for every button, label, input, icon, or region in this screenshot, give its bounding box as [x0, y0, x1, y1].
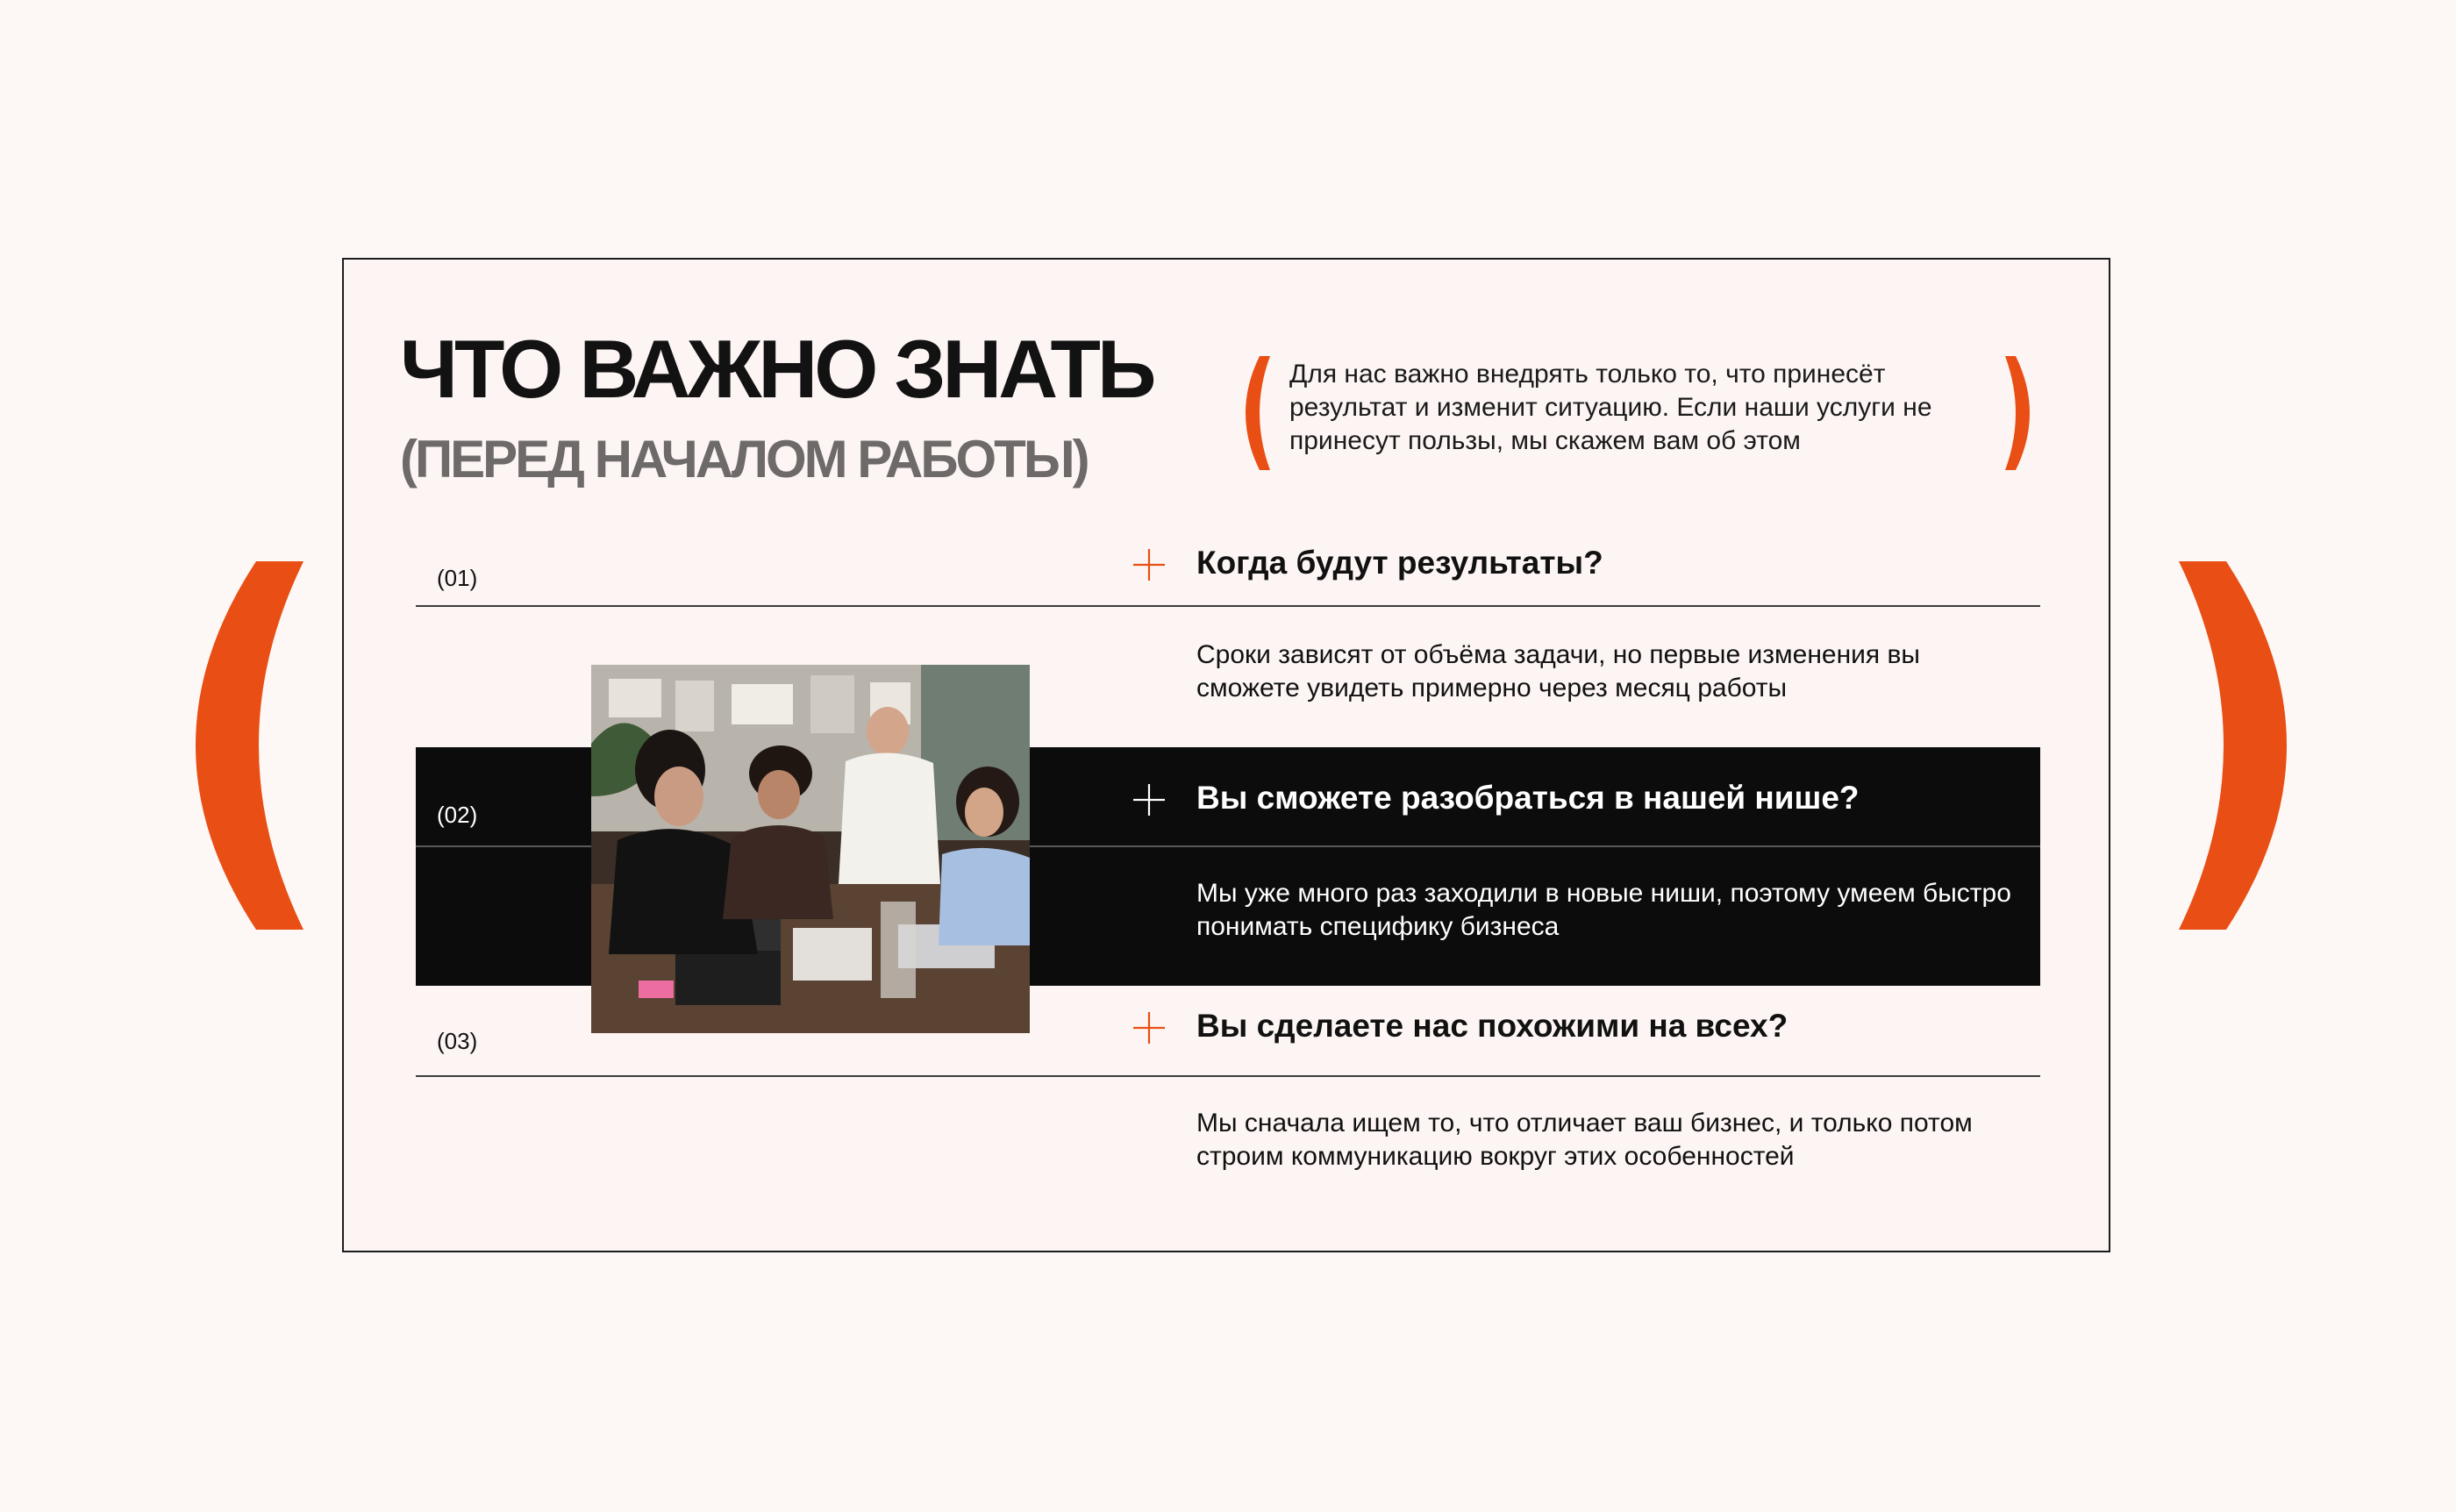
divider [416, 1075, 2040, 1077]
faq-number: (02) [437, 802, 478, 828]
plus-icon[interactable] [1132, 782, 1167, 817]
faq-number: (01) [437, 565, 478, 591]
divider [416, 605, 2040, 607]
faq-question[interactable]: Вы сделаете нас похожими на всех? [1196, 1008, 1788, 1044]
faq-answer: Сроки зависят от объёма задачи, но первые изменения вы сможете увидеть примерно через месяц работы [1196, 640, 1920, 703]
intro-right-parenthesis [2002, 356, 2037, 470]
plus-icon[interactable] [1132, 1010, 1167, 1045]
faq-number: (03) [437, 1028, 478, 1054]
page-title: ЧТО ВАЖНО ЗНАТЬ [400, 323, 1153, 415]
page-subtitle: (ПЕРЕД НАЧАЛОМ РАБОТЫ) [400, 430, 1088, 489]
plus-icon[interactable] [1132, 547, 1167, 582]
intro-text: Для нас важно внедрять только то, что принесёт результат и изменит ситуацию. Если наши услуги не принесут пользы, мы скажем вам об этом [1289, 360, 1932, 455]
intro-block [1239, 356, 2045, 479]
intro-left-parenthesis [1239, 356, 1274, 470]
faq-card [342, 258, 2110, 1252]
faq-question[interactable]: Вы сможете разобраться в нашей нише? [1196, 780, 1860, 816]
right-parenthesis-decoration [2167, 561, 2316, 930]
faq-question[interactable]: Когда будут результаты? [1196, 545, 1603, 581]
faq-answer: Мы сначала ищем то, что отличает ваш бизнес, и только потом строим коммуникацию вокруг этих особенностей [1196, 1109, 1973, 1171]
left-parenthesis-decoration [167, 561, 316, 930]
faq-answer: Мы уже много раз заходили в новые ниши, поэтому умеем быстро понимать специфику бизнеса [1196, 879, 2011, 941]
team-photo [591, 665, 1030, 1033]
